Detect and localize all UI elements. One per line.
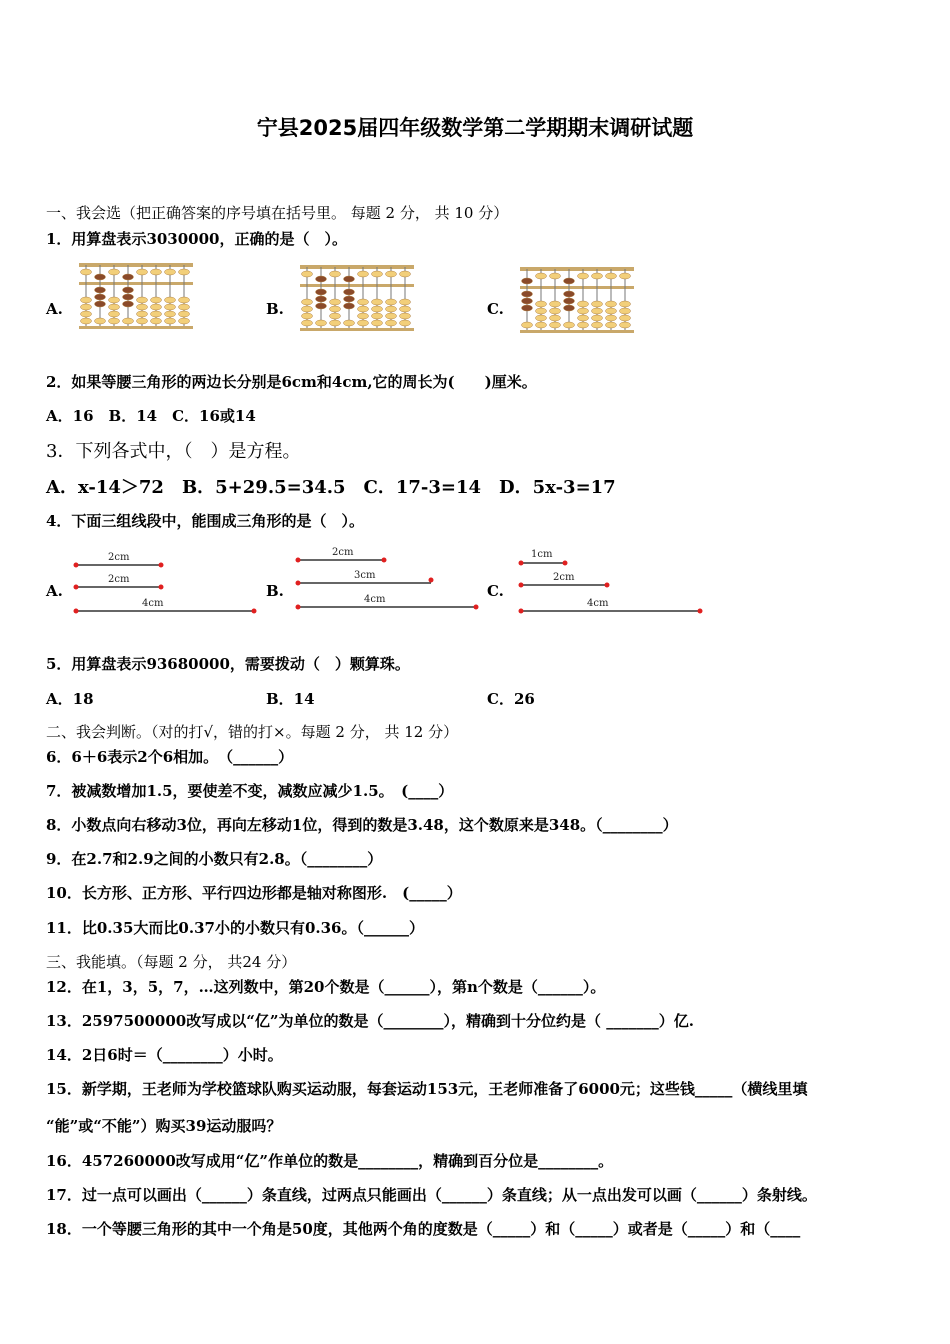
abacus-lower-bead (95, 287, 106, 293)
abacus-upper-bead (165, 269, 176, 275)
abacus-lower-bead (400, 313, 411, 319)
abacus-lower-bead (400, 320, 411, 326)
abacus-lower-bead (578, 315, 589, 321)
abacus-lower-bead (606, 315, 617, 321)
abacus-lower-bead (123, 287, 134, 293)
abacus-lower-bead (137, 318, 148, 324)
abacus-lower-bead (81, 304, 92, 310)
abacus-lower-bead (151, 318, 162, 324)
abacus-lower-bead (578, 308, 589, 314)
abacus-lower-bead (372, 306, 383, 312)
abacus-lower-bead (109, 304, 120, 310)
abacus-top-bar (300, 265, 414, 269)
question-10: 10．长方形、正方形、平行四边形都是轴对称图形. (_____） (46, 884, 462, 902)
abacus-lower-bead (81, 318, 92, 324)
segment-end-dot (519, 609, 524, 614)
abacus-lower-bead (179, 311, 190, 317)
section-3-header: 三、我能填。（每题 2 分， 共24 分） (46, 953, 297, 971)
segment-end-dot (74, 585, 79, 590)
abacus-beam (520, 286, 634, 289)
abacus-b (299, 264, 415, 334)
question-13: 13．2597500000改写成以“亿”为单位的数是（________），精确到十分位约是（ _______）亿. (46, 1012, 694, 1030)
abacus-lower-bead (592, 315, 603, 321)
abacus-lower-bead (372, 299, 383, 305)
abacus-lower-bead (358, 299, 369, 305)
abacus-lower-bead (123, 301, 134, 307)
abacus-upper-bead (95, 274, 106, 280)
segment-end-dot (74, 563, 79, 568)
question-1: 1．用算盘表示3030000，正确的是（ ）。 (46, 230, 347, 248)
abacus-lower-bead (137, 304, 148, 310)
abacus-bottom-bar (79, 326, 193, 329)
abacus-lower-bead (522, 291, 533, 297)
abacus-lower-bead (592, 301, 603, 307)
abacus-upper-bead (137, 269, 148, 275)
abacus-lower-bead (330, 299, 341, 305)
abacus-lower-bead (165, 304, 176, 310)
abacus-lower-bead (316, 289, 327, 295)
abacus-lower-bead (606, 322, 617, 328)
abacus-lower-bead (564, 322, 575, 328)
question-17: 17．过一点可以画出（______）条直线，过两点只能画出（______）条直线；从一点出发可以画（______）条射线。 (46, 1186, 817, 1204)
abacus-upper-bead (620, 273, 631, 279)
abacus-lower-bead (358, 313, 369, 319)
abacus-lower-bead (123, 294, 134, 300)
segment-end-dot (605, 583, 610, 588)
abacus-lower-bead (522, 305, 533, 311)
abacus-lower-bead (550, 322, 561, 328)
abacus-lower-bead (151, 311, 162, 317)
abacus-lower-bead (330, 320, 341, 326)
abacus-upper-bead (592, 273, 603, 279)
abacus-lower-bead (302, 306, 313, 312)
abacus-upper-bead (550, 273, 561, 279)
q4-option-c: C. (487, 582, 504, 600)
question-7: 7．被减数增加1.5，要使差不变，减数应减少1.5。 (____） (46, 782, 454, 800)
section-1-header: 一、我会选（把正确答案的序号填在括号里。 每题 2 分， 共 10 分） (46, 204, 509, 222)
segment-c-2-label: 2cm (553, 572, 575, 583)
abacus-lower-bead (550, 301, 561, 307)
segment-end-dot (74, 609, 79, 614)
abacus-lower-bead (137, 297, 148, 303)
abacus-lower-bead (95, 301, 106, 307)
abacus-upper-bead (330, 271, 341, 277)
abacus-lower-bead (400, 306, 411, 312)
abacus-lower-bead (95, 318, 106, 324)
segment-end-dot (296, 605, 301, 610)
abacus-upper-bead (302, 271, 313, 277)
q4-option-a: A. (46, 582, 63, 600)
segment-end-dot (519, 561, 524, 566)
abacus-lower-bead (564, 298, 575, 304)
abacus-lower-bead (564, 291, 575, 297)
abacus-lower-bead (536, 308, 547, 314)
question-2-options: A．16 B．14 C．16或14 (46, 407, 256, 425)
abacus-lower-bead (386, 299, 397, 305)
abacus-lower-bead (123, 318, 134, 324)
abacus-lower-bead (522, 322, 533, 328)
abacus-bottom-bar (300, 328, 414, 331)
abacus-upper-bead (344, 276, 355, 282)
abacus-lower-bead (592, 308, 603, 314)
abacus-lower-bead (400, 299, 411, 305)
segment-b-3-label: 4cm (364, 594, 386, 605)
abacus-lower-bead (109, 297, 120, 303)
abacus-a (78, 262, 194, 334)
abacus-upper-bead (386, 271, 397, 277)
segment-c-1-label: 1cm (531, 549, 553, 560)
abacus-lower-bead (550, 315, 561, 321)
q5-option-a: A．18 (46, 690, 94, 708)
abacus-lower-bead (165, 311, 176, 317)
question-12: 12．在1，3，5，7，…这列数中，第20个数是（______），第n个数是（______）。 (46, 978, 606, 996)
segment-a-3-label: 4cm (142, 598, 164, 609)
abacus-lower-bead (151, 297, 162, 303)
abacus-lower-bead (536, 315, 547, 321)
abacus-lower-bead (606, 301, 617, 307)
segment-end-dot (296, 558, 301, 563)
q5-option-b: B．14 (266, 690, 315, 708)
abacus-lower-bead (81, 311, 92, 317)
question-3-options: A．x-14＞72 B．5+29.5=34.5 C．17-3=14 D．5x-3=17 (46, 477, 616, 498)
abacus-lower-bead (330, 313, 341, 319)
abacus-lower-bead (386, 313, 397, 319)
abacus-lower-bead (330, 306, 341, 312)
segments-c (515, 546, 705, 618)
segments-a (70, 548, 260, 618)
abacus-lower-bead (344, 320, 355, 326)
segment-end-dot (252, 609, 257, 614)
abacus-lower-bead (109, 318, 120, 324)
page-title: 宁县2025届四年级数学第二学期期末调研试题 (256, 116, 694, 140)
segment-end-dot (159, 585, 164, 590)
question-2: 2．如果等腰三角形的两边长分别是6cm和4cm,它的周长为( )厘米。 (46, 373, 537, 391)
abacus-lower-bead (95, 294, 106, 300)
abacus-lower-bead (358, 320, 369, 326)
abacus-lower-bead (344, 303, 355, 309)
abacus-beam (300, 284, 414, 287)
abacus-upper-bead (358, 271, 369, 277)
abacus-lower-bead (550, 308, 561, 314)
abacus-lower-bead (179, 304, 190, 310)
q1-option-b: B. (266, 300, 284, 318)
q4-option-b: B. (266, 582, 284, 600)
abacus-upper-bead (578, 273, 589, 279)
abacus-lower-bead (179, 318, 190, 324)
abacus-lower-bead (302, 299, 313, 305)
abacus-lower-bead (302, 320, 313, 326)
abacus-lower-bead (536, 301, 547, 307)
abacus-c (519, 266, 635, 334)
abacus-bottom-bar (520, 330, 634, 333)
abacus-top-bar (79, 263, 193, 267)
abacus-upper-bead (522, 278, 533, 284)
abacus-lower-bead (344, 289, 355, 295)
abacus-lower-bead (372, 313, 383, 319)
q1-option-c: C. (487, 300, 504, 318)
abacus-lower-bead (620, 322, 631, 328)
segment-b-2-label: 3cm (354, 570, 376, 581)
question-16: 16．457260000改写成用“亿”作单位的数是________，精确到百分位是________。 (46, 1152, 614, 1170)
question-4: 4．下面三组线段中，能围成三角形的是（ ）。 (46, 512, 364, 530)
abacus-upper-bead (81, 269, 92, 275)
abacus-lower-bead (302, 313, 313, 319)
abacus-upper-bead (606, 273, 617, 279)
question-6: 6．6＋6表示2个6相加。 （______） (46, 748, 294, 766)
segment-end-dot (698, 609, 703, 614)
abacus-lower-bead (620, 315, 631, 321)
abacus-lower-bead (372, 320, 383, 326)
abacus-lower-bead (81, 297, 92, 303)
abacus-lower-bead (386, 306, 397, 312)
abacus-top-bar (520, 267, 634, 271)
question-15-continued: “能”或“不能”）购买39运动服吗？ (46, 1117, 282, 1135)
abacus-upper-bead (109, 269, 120, 275)
abacus-beam (79, 282, 193, 285)
abacus-lower-bead (564, 305, 575, 311)
question-15: 15．新学期，王老师为学校篮球队购买运动服，每套运动153元，王老师准备了6000元；这些钱_____（横线里填 (46, 1080, 808, 1098)
abacus-upper-bead (536, 273, 547, 279)
abacus-lower-bead (137, 311, 148, 317)
abacus-lower-bead (151, 304, 162, 310)
abacus-lower-bead (316, 320, 327, 326)
abacus-upper-bead (400, 271, 411, 277)
abacus-lower-bead (522, 298, 533, 304)
segment-a-1-label: 2cm (108, 552, 130, 563)
abacus-lower-bead (620, 308, 631, 314)
abacus-lower-bead (578, 301, 589, 307)
abacus-lower-bead (316, 303, 327, 309)
question-14: 14．2日6时＝（________）小时。 (46, 1046, 283, 1064)
abacus-lower-bead (165, 297, 176, 303)
abacus-upper-bead (151, 269, 162, 275)
question-8: 8．小数点向右移动3位，再向左移动1位，得到的数是3.48，这个数原来是348。（________） (46, 816, 678, 834)
segments-b (292, 544, 482, 616)
abacus-upper-bead (179, 269, 190, 275)
abacus-lower-bead (316, 296, 327, 302)
abacus-lower-bead (344, 296, 355, 302)
question-18: 18．一个等腰三角形的其中一个角是50度，其他两个角的度数是（_____）和（_____）或者是（_____）和（____ (46, 1220, 801, 1238)
abacus-lower-bead (606, 308, 617, 314)
abacus-lower-bead (386, 320, 397, 326)
section-2-header: 二、我会判断。（对的打√，错的打×。每题 2 分， 共 12 分） (46, 723, 459, 741)
abacus-upper-bead (564, 278, 575, 284)
segment-end-dot (382, 558, 387, 563)
question-5: 5．用算盘表示93680000，需要拨动（ ）颗算珠。 (46, 655, 410, 673)
segment-b-1-label: 2cm (332, 547, 354, 558)
abacus-lower-bead (536, 322, 547, 328)
question-11: 11．比0.35大而比0.37小的小数只有0.36。（______） (46, 919, 424, 937)
abacus-lower-bead (165, 318, 176, 324)
segment-c-3-label: 4cm (587, 598, 609, 609)
segment-end-dot (296, 581, 301, 586)
abacus-lower-bead (109, 311, 120, 317)
abacus-lower-bead (592, 322, 603, 328)
question-9: 9．在2.7和2.9之间的小数只有2.8。（________） (46, 850, 383, 868)
abacus-upper-bead (123, 274, 134, 280)
abacus-upper-bead (316, 276, 327, 282)
segment-end-dot (563, 561, 568, 566)
q5-option-c: C．26 (487, 690, 535, 708)
segment-a-2-label: 2cm (108, 574, 130, 585)
abacus-lower-bead (358, 306, 369, 312)
abacus-lower-bead (578, 322, 589, 328)
question-3: 3．下列各式中，（ ）是方程。 (46, 441, 301, 462)
segment-end-dot (159, 563, 164, 568)
abacus-lower-bead (179, 297, 190, 303)
segment-end-dot (429, 578, 434, 583)
abacus-lower-bead (620, 301, 631, 307)
abacus-upper-bead (372, 271, 383, 277)
segment-end-dot (519, 583, 524, 588)
q1-option-a: A. (46, 300, 63, 318)
segment-end-dot (474, 605, 479, 610)
